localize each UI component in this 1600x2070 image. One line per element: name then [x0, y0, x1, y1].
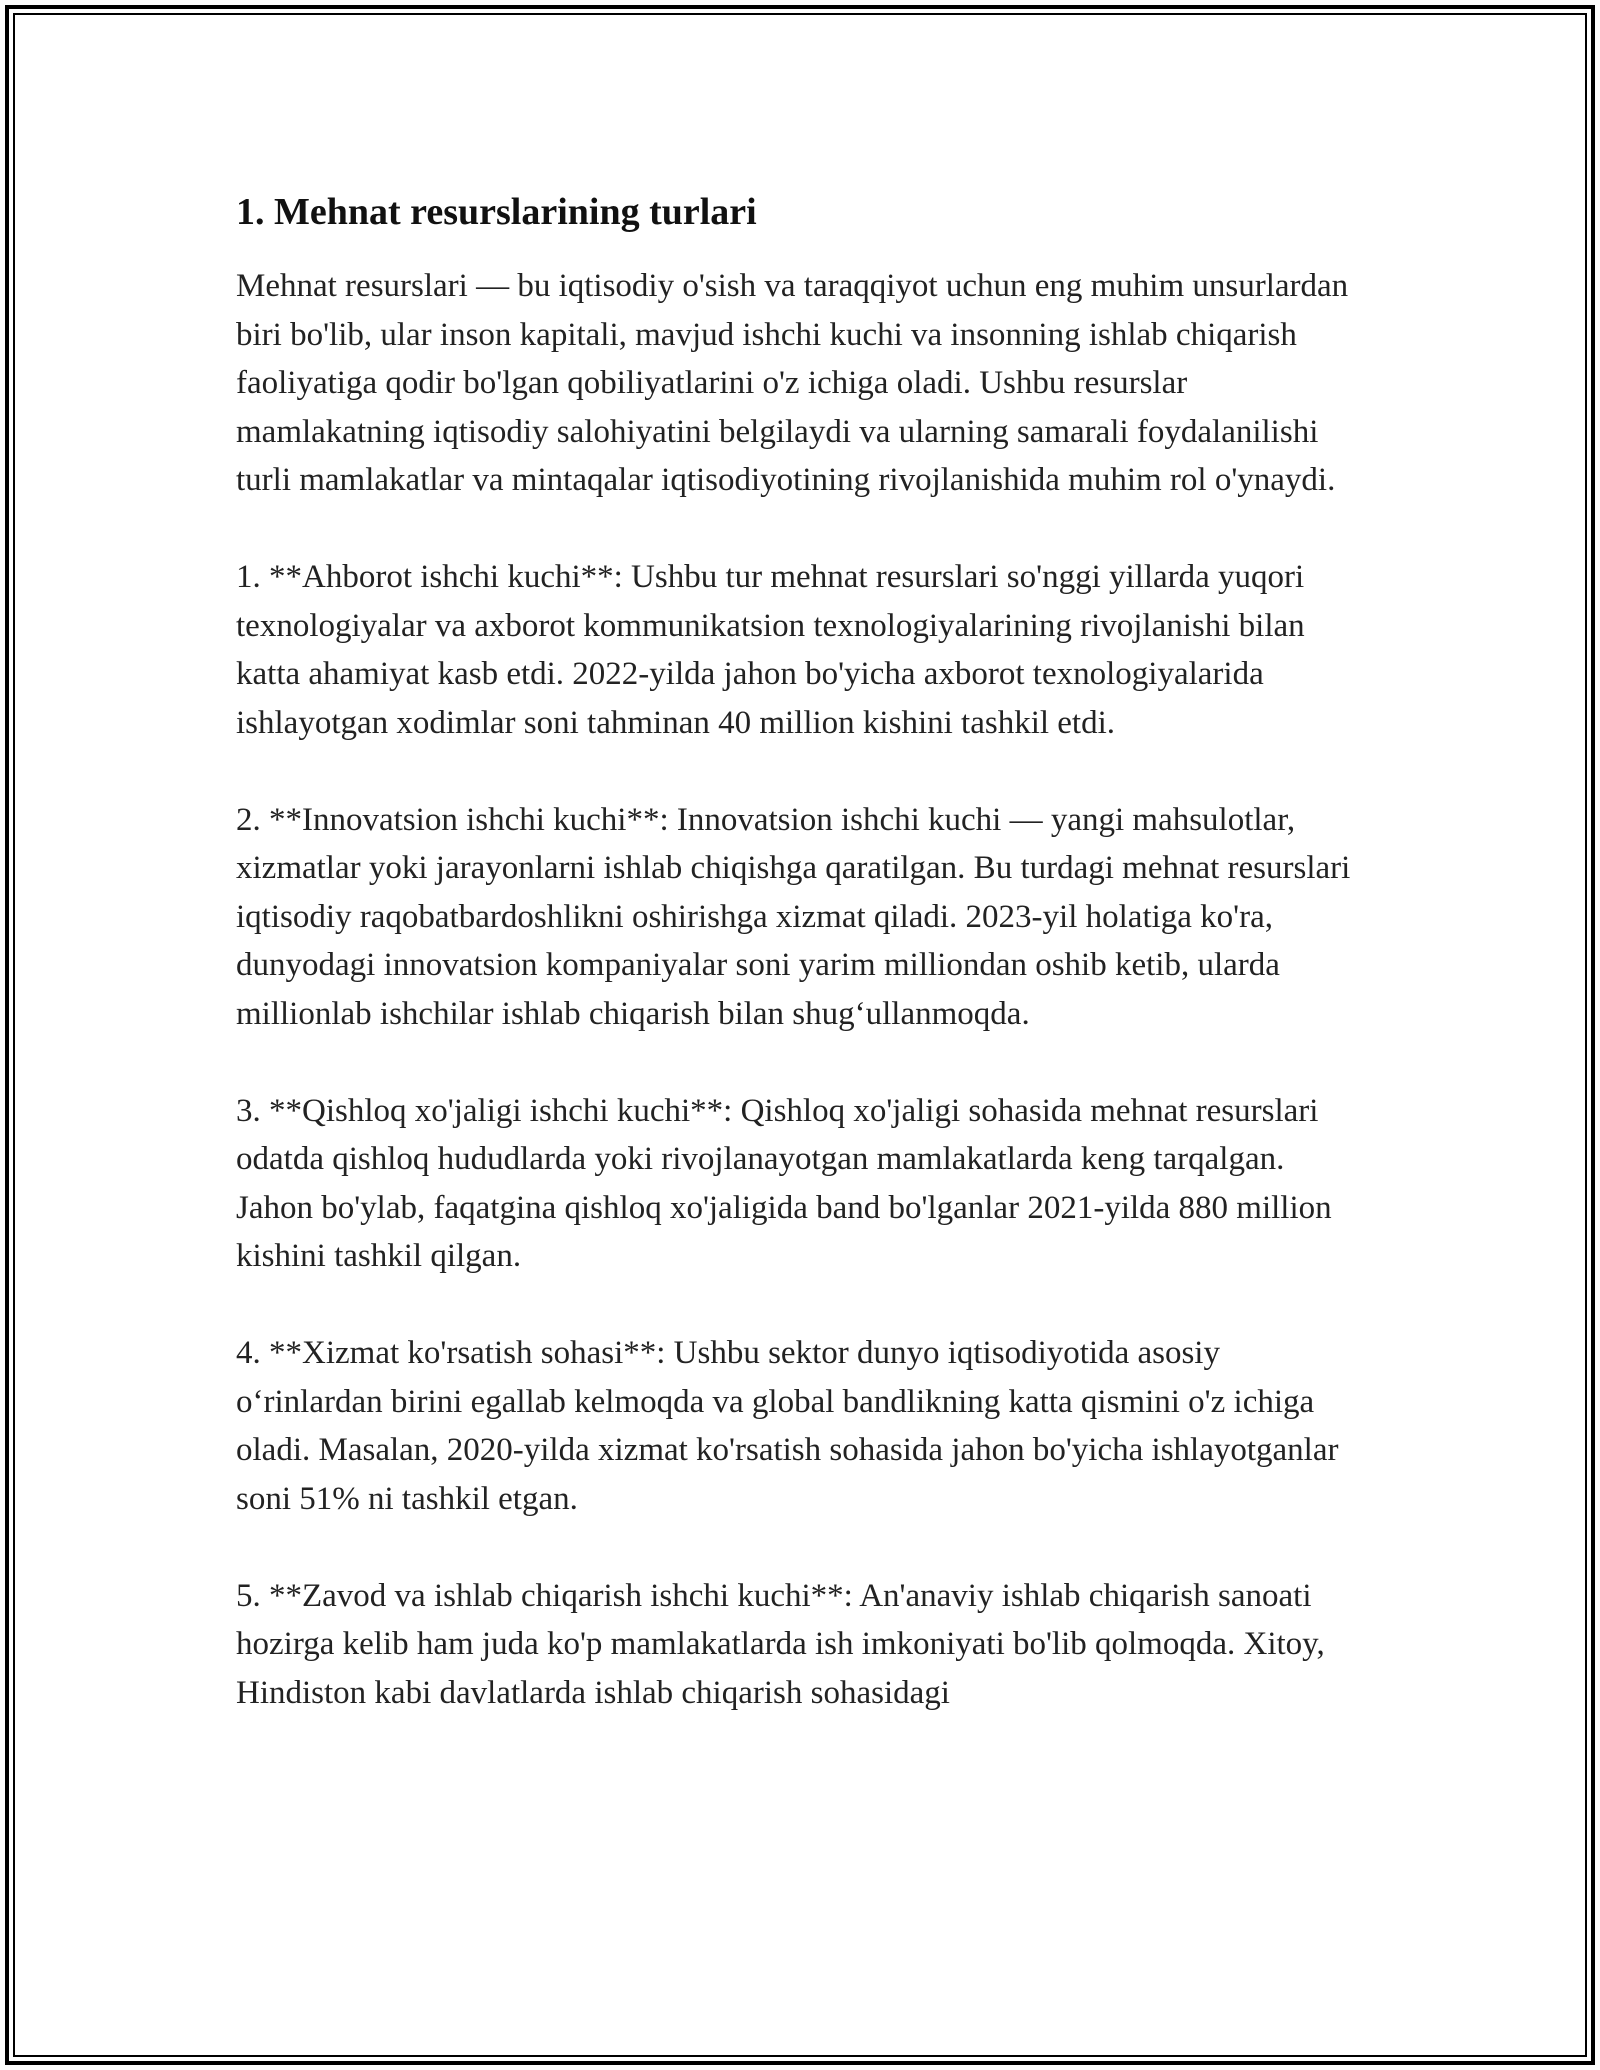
list-item-service-sector: 4. **Xizmat ko'rsatish sohasi**: Ushbu sektor dunyo iqtisodiyotida asosiy o‘rinlardan birini egallab kelmoqda va global bandlikning katta qismini o'z ichiga oladi. Masalan, 2020-yilda xizmat ko'rsatish sohasida jahon bo'yicha ishlayotganlar soni 51% ni tashkil etgan.	[236, 1335, 1339, 1517]
document-body	[236, 188, 1366, 1717]
list-item-manufacturing-workforce: 5. **Zavod va ishlab chiqarish ishchi kuchi**: An'anaviy ishlab chiqarish sanoati hozirga kelib ham juda ko'p mamlakatlarda ish imkoniyati bo'lib qolmoqda. Xitoy, Hindiston kabi davlatlarda ishlab chiqarish sohasidagi	[236, 1577, 1325, 1711]
list-item-innovative-workforce: 2. **Innovatsion ishchi kuchi**: Innovatsion ishchi kuchi — yangi mahsulotlar, xizmatlar yoki jarayonlarni ishlab chiqishga qaratilgan. Bu turdagi mehnat resurslari iqtisodiy raqobatbardoshlikni oshirishga xizmat qiladi. 2023-yil holatiga ko'ra, dunyodagi innovatsion kompaniyalar soni yarim milliondan oshib ketib, ularda millionlab ishchilar ishlab chiqarish bilan shug‘ullanmoqda.	[236, 801, 1351, 1032]
list-item-information-workforce: 1. **Ahborot ishchi kuchi**: Ushbu tur mehnat resurslari so'nggi yillarda yuqori texnologiyalar va axborot kommunikatsion texnologiyalarining rivojlanishi bilan katta ahamiyat kasb etdi. 2022-yilda jahon bo'yicha axborot texnologiyalarida ishlayotgan xodimlar soni tahminan 40 million kishini tashkil etdi.	[236, 559, 1305, 741]
section-title: 1. Mehnat resurslarining turlari	[236, 191, 757, 233]
list-item-agricultural-workforce: 3. **Qishloq xo'jaligi ishchi kuchi**: Qishloq xo'jaligi sohasida mehnat resurslari odatda qishloq hududlarda yoki rivojlanayotgan mamlakatlarda keng tarqalgan. Jahon bo'ylab, faqatgina qishloq xo'jaligida band bo'lganlar 2021-yilda 880 million kishini tashkil qilgan.	[236, 1092, 1332, 1274]
intro-paragraph: Mehnat resurslari — bu iqtisodiy o'sish va taraqqiyot uchun eng muhim unsurlardan biri bo'lib, ular inson kapitali, mavjud ishchi kuchi va insonning ishlab chiqarish faoliyatiga qodir bo'lgan qobiliyatlarini o'z ichiga oladi. Ushbu resurslar mamlakatning iqtisodiy salohiyatini belgilaydi va ularning samarali foydalanilishi turli mamlakatlar va mintaqalar iqtisodiyotining rivojlanishida muhim rol o'ynaydi.	[236, 268, 1349, 498]
